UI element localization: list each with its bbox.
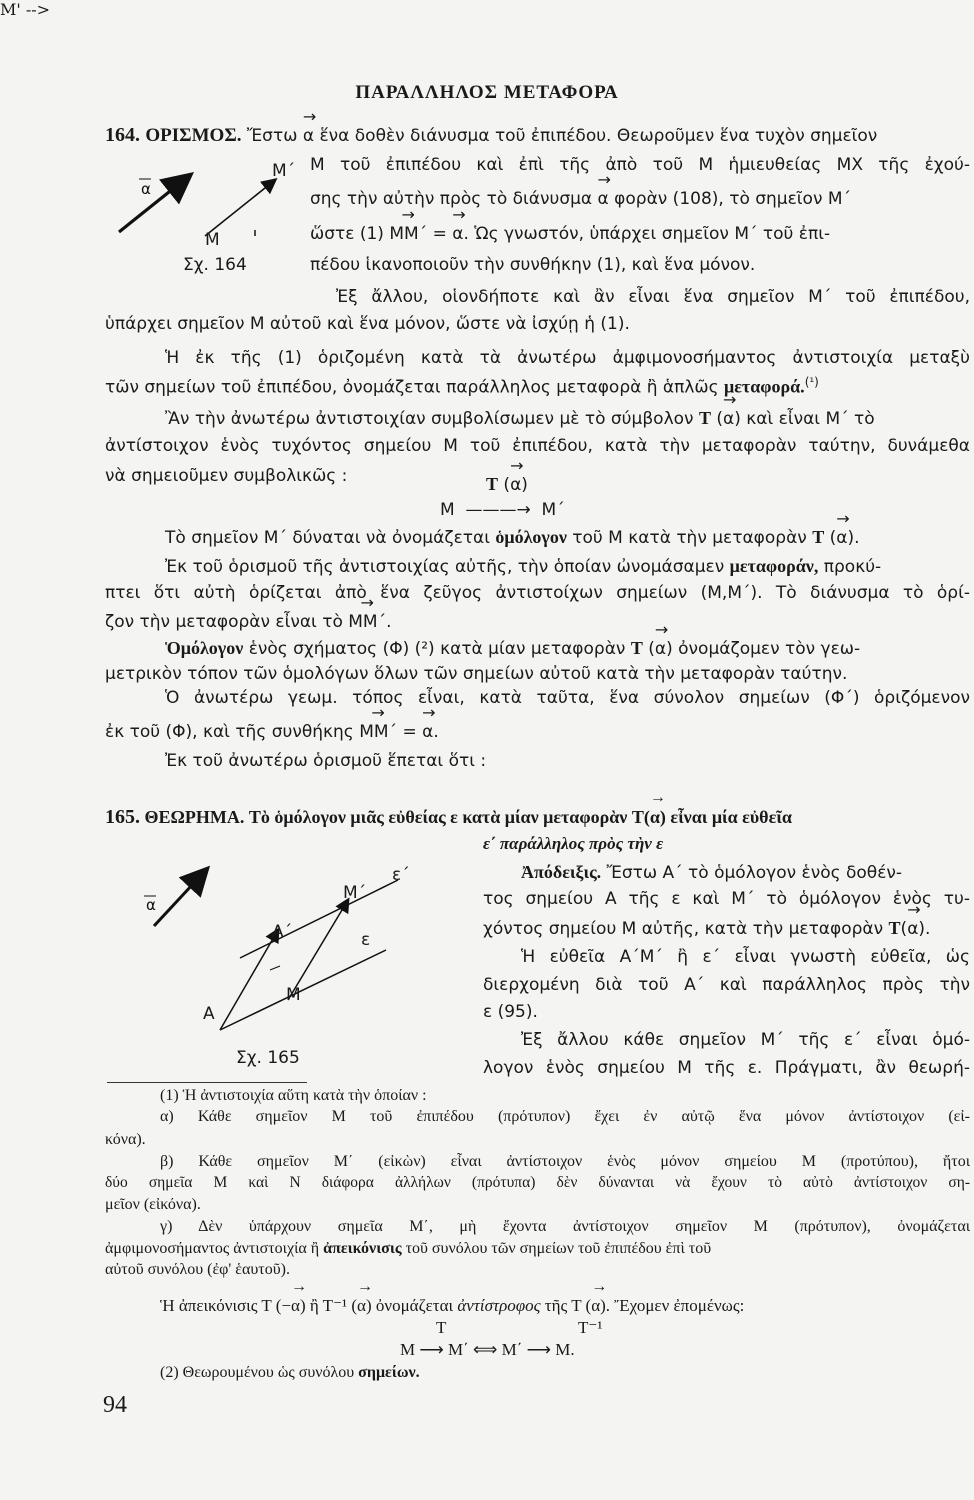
sec164-line-4 (310, 224, 830, 244)
text: ὀνομάζομεν τὸν γεω- (678, 639, 861, 659)
fig165-label-a: Α (203, 1004, 215, 1024)
sec165-line-4: Ἡ εὐθεῖα Α΄Μ΄ ἢ ε΄ εἶναι γνωστὴ εὐθεῖα, ὡς (521, 947, 970, 967)
sec165-line-6: ε (95). (483, 1002, 538, 1022)
text: = (402, 722, 417, 742)
fig165-caption: Σχ. 165 (236, 1048, 300, 1068)
line-e (220, 950, 386, 1030)
vector-mm: → ΜΜ΄ (359, 722, 397, 742)
text: = (432, 224, 447, 244)
term-apeikonisis: ἀπεικόνισις (323, 1240, 402, 1257)
sec164-line-6: Ἐξ ἄλλου, οἱονδήποτε καὶ ἂν εἶναι ἕνα σημεῖον Μ΄ τοῦ ἐπιπέδου, (336, 287, 970, 307)
page-number: 94 (103, 1392, 127, 1418)
symbol-t: Τ (888, 918, 901, 938)
term-omologon: ὁμόλογον (495, 527, 567, 547)
footnote-12: Μ ⟶ Μ΄ ⟺ Μ΄ ⟶ Μ. (400, 1340, 575, 1359)
formula-mapping (440, 500, 565, 520)
sec164-line-9 (105, 375, 819, 398)
text: . Ὡς γνωστόν, ὑπάρχει σημεῖον Μ΄ τοῦ ἐπι- (463, 224, 831, 244)
vector-alpha: → α (452, 224, 463, 244)
vector-alpha: → α (650, 807, 660, 828)
vector-alpha: → α (422, 722, 433, 742)
sec164-line-10: Ἂν τὴν ἀνωτέρω ἀντιστοιχίαν συμβολίσωμεν μὲ τὸ σύμβολον Τ (→ α) καὶ εἶναι Μ΄ τὸ (165, 408, 875, 429)
vector-alpha: → α (836, 528, 847, 548)
vector-alpha: → α (591, 1296, 600, 1316)
fig164-label-m: Μ (205, 230, 220, 250)
text: χόντος σημείου Μ αὐτῆς, κατὰ τὴν μεταφορὰν (483, 919, 884, 939)
sec164-line-1 (105, 124, 877, 147)
footnote-10 (160, 1296, 744, 1316)
vector-alpha: → α (907, 919, 918, 939)
footnote-7: γ) Δὲν ὑπάρχουν σημεῖα Μ΄, μὴ ἔχοντα ἀντίστοιχον σημεῖον Μ (πρότυπον), ὀνομάζεται (160, 1218, 970, 1235)
symbol-t: Τ (630, 638, 643, 658)
vector-alpha: → α (723, 409, 734, 429)
line-e-prime (240, 880, 398, 958)
vector-alpha: → α (655, 639, 666, 659)
sec164-line-13: Τὸ σημεῖον Μ΄ δύναται νὰ ὀνομάζεται ὁμόλογον τοῦ Μ κατὰ τὴν μεταφορὰν Τ (→ α). (165, 527, 860, 548)
theorem-statement: εἶναι μία εὐθεῖα (670, 807, 792, 827)
sec165-heading-line: 165. ΘΕΩΡΗΜΑ. Τὸ ὁμόλογον μιᾶς εὐθείας ε κατὰ μίαν μεταφορὰν Τ(→ α) εἶναι μία εὐθεῖα (105, 806, 792, 829)
footnote-1: (1) Ἡ ἀντιστοιχία αὕτη κατὰ τὴν ὁποίαν : (160, 1087, 427, 1104)
sec164-line-17: Ὁμόλογον ἑνὸς σχήματος (Φ) (²) κατὰ μίαν μεταφορὰν Τ (→ α) ὀνομάζομεν τὸν γεω- (165, 638, 860, 659)
text: σημείων. (358, 1364, 420, 1381)
text: ἐκ τοῦ (Φ), καὶ τῆς συνθήκης (105, 722, 354, 742)
term-metaforan: μεταφοράν, (729, 556, 819, 576)
fig165-label-mp: Μ΄ (343, 883, 367, 903)
figure-165 (140, 860, 420, 1040)
vector-alpha: → α (357, 1296, 366, 1316)
text: τοῦ συνόλου τῶν σημείων τοῦ ἐπιπέδου ἐπὶ τοῦ (405, 1240, 712, 1257)
sec165-line-7: Ἐξ ἄλλου κάθε σημεῖον Μ΄ τῆς ε΄ εἶναι ὁμό- (521, 1030, 970, 1050)
theorem-statement: Τὸ ὁμόλογον μιᾶς εὐθείας ε κατὰ μίαν μεταφορὰν (248, 807, 628, 827)
footnote-ref: (¹) (804, 375, 819, 389)
vector-mm: → ΜΜ΄ (389, 224, 427, 244)
page-title: ΠΑΡΑΛΛΗΛΟΣ ΜΕΤΑΦΟΡΑ (355, 82, 619, 103)
text: Ἔστω (246, 126, 298, 146)
sec165-line-8: λογον ἑνὸς σημείου Μ τῆς ε. Πράγματι, ἂν θεωρή- (483, 1058, 970, 1078)
fig165-label-ap: Α΄ (272, 922, 293, 942)
footnote-11-t: Τ (436, 1318, 447, 1337)
text: φορὰν (108), τὸ σημεῖον Μ΄ (614, 189, 852, 209)
formula-t-label: Τ (→ α) (486, 474, 528, 495)
symbol-t: Τ (812, 527, 825, 547)
formula-m: Μ (440, 500, 455, 520)
term-omologon: Ὁμόλογον (165, 638, 244, 658)
footnote-rule (107, 1082, 307, 1083)
sec165-line-5: διερχομένη διὰ τοῦ Α΄ καὶ παράλληλος πρὸς τὴν (483, 975, 970, 995)
sec164-line-5: πέδου ἱκανοποιοῦν τὴν συνθήκην (1), καὶ ἕνα μόνον. (310, 255, 756, 275)
sec164-line-16: ζον τὴν μεταφορὰν εἶναι τὸ → ΜΜ΄. (105, 612, 392, 632)
formula-mp: Μ΄ (541, 500, 565, 520)
sec165-line-2: τος σημείου Α τῆς ε καὶ Μ΄ τὸ ὁμόλογον ἑνὸς τυ- (483, 889, 970, 909)
fig165-label-m: Μ (286, 985, 301, 1005)
sec165-line-1 (521, 862, 902, 883)
text: ἑνὸς σχήματος (Φ) (²) κατὰ μίαν μεταφορὰν (248, 639, 626, 659)
sec164-line-20: ἐκ τοῦ (Φ), καὶ τῆς συνθήκης → ΜΜ΄ = → α. (105, 722, 439, 742)
term-antistrofos: ἀντίστροφος (457, 1296, 541, 1315)
sec164-line-14 (165, 556, 881, 577)
text: ἕνα δοθὲν διάνυσμα τοῦ ἐπιπέδου. Θεωροῦμεν ἕνα τυχὸν σημεῖον (319, 126, 878, 146)
text: Ἐκ τοῦ ὁρισμοῦ τῆς ἀντιστοιχίας αὐτῆς, τὴν ὁποίαν ὠνομάσαμεν (165, 557, 725, 577)
text: Ἔστω Α΄ τὸ ὁμόλογον ἑνὸς δοθέν- (606, 863, 903, 883)
footnote-4: β) Κάθε σημεῖον Μ΄ (εἰκὼν) εἶναι ἀντίστοιχον ἑνὸς μόνον σημείου Μ (προτύπου), ἤτοι (160, 1153, 970, 1170)
footnote-5: δύο σημεῖα Μ καὶ Ν διάφορα ἀλλήλων (πρότυπα) δὲν δύνανται νὰ ἔχουν τὸ αὐτὸ ἀντίστοιχον ση- (105, 1174, 970, 1191)
footnote-13 (160, 1364, 420, 1382)
text: ζον τὴν μεταφορὰν εἶναι τὸ (105, 612, 343, 632)
text: τῶν σημείων τοῦ ἐπιπέδου, ὀνομάζεται παράλληλος μεταφορὰ ἢ ἁπλῶς (105, 377, 719, 398)
svg-text:α: α (141, 180, 151, 198)
fig164-caption: Σχ. 164 (183, 255, 247, 275)
sec165-statement-2: ε΄ παράλληλος πρὸς τὴν ε (483, 834, 664, 853)
fig165-label-ep: ε΄ (392, 865, 410, 885)
fig164-label-mp: Μ΄ (272, 161, 296, 181)
fig165-label-e: ε (361, 930, 371, 950)
text: τοῦ Μ κατὰ τὴν μεταφορὰν (572, 528, 807, 548)
vector-alpha: → α (598, 189, 609, 209)
text: ) ἢ Τ⁻¹ ( (299, 1296, 358, 1315)
vector-alpha-arrow (154, 870, 206, 926)
vector-alpha: → α (291, 1296, 300, 1316)
svg-text:α: α (146, 896, 156, 914)
sec164-line-8: Ἡ ἐκ τῆς (1) ὁριζομένη κατὰ τὰ ἀνωτέρω ἀμφιμονοσήμαντος ἀντιστοιχία μεταξὺ (165, 348, 970, 368)
term-apodeixis: Ἀπόδειξις. (521, 862, 602, 882)
symbol-t: Τ (486, 474, 499, 494)
text: ) ὀνομάζεται (365, 1296, 454, 1315)
text: Ἂν τὴν ἀνωτέρω ἀντιστοιχίαν συμβολίσωμεν μὲ τὸ σύμβολον (165, 409, 694, 429)
footnote-3: κόνα). (105, 1131, 146, 1148)
vector-alpha-arrow (119, 176, 189, 232)
text: (2) Θεωρουμένου ὡς συνόλου (160, 1364, 355, 1381)
footnote-9: αὐτοῦ συνόλου (ἐφ' ἑαυτοῦ). (105, 1261, 290, 1278)
text: ὥστε (1) (310, 224, 384, 244)
text: σης τὴν αὐτὴν πρὸς τὸ διάνυσμα (310, 189, 593, 209)
text: ). Ἔχομεν ἐπομένως: (600, 1296, 745, 1315)
section-number: 165. (105, 806, 140, 828)
sec164-line-21: Ἐκ τοῦ ἀνωτέρω ὁρισμοῦ ἕπεται ὅτι : (165, 751, 487, 771)
text: τῆς Τ ( (544, 1296, 592, 1315)
text: προκύ- (823, 557, 882, 577)
footnote-11-tinv: Τ⁻¹ (578, 1318, 603, 1337)
vector-aa (220, 930, 278, 1030)
text: καὶ εἶναι Μ΄ τὸ (746, 409, 875, 429)
page: ΠΑΡΑΛΛΗΛΟΣ ΜΕΤΑΦΟΡΑ 164. ΟΡΙΣΜΟΣ. Ἔστω → α ἕνα δοθὲν διάνυσμα τοῦ ἐπιπέδου. Θεωροῦμεν ἕνα τυχὸν σημεῖον α Μ Μ΄ Σχ. 164 Μ τοῦ ἐπιπέδου καὶ ἐπὶ τῆς ἀπὸ τοῦ Μ ἡμιευθείας ΜΧ τῆς ἐχού- σης τὴν αὐτὴν πρὸς τὸ διάνυσμα → α φορὰν (108), τὸ σημεῖον Μ΄ ὥστε (1) → ΜΜ΄ = → α. Ὡς γνωστόν, ὑπάρχει σημεῖον Μ΄ τοῦ ἐπι- πέδου ἱκανοποιοῦν τὴν συνθήκην (1), καὶ ἕνα μόνον. Ἐξ ἄλλου, οἱονδήποτε καὶ ἂν εἶναι ἕνα σημεῖον Μ΄ τοῦ ἐπιπέδου, ὑπάρχει σημεῖον Μ αὐτοῦ καὶ ἕνα μόνον, ὥστε νὰ ἰσχύῃ ἡ (1). Ἡ ἐκ τῆς (1) ὁριζομένη κατὰ τὰ ἀνωτέρω ἀμφιμονοσήμαντος ἀντιστοιχία μεταξὺ τῶν σημείων τοῦ ἐπιπέδου, ὀνομάζεται παράλληλος μεταφορὰ ἢ ἁπλῶς μεταφορά.$^{(^1)}$ Ἂν τὴν ἀνωτέρω ἀντιστοιχίαν συμβολίσωμεν μὲ τὸ σύμβολον Τ (→ α) καὶ εἶναι Μ΄ τὸ ἀντίστοιχον ἑνὸς τυχόντος σημείου Μ τοῦ ἐπιπέδου, κατὰ τὴν μεταφορὰν ταύτην, δυνάμεθα νὰ σημειοῦμεν συμβολικῶς : M' --> Τ (→ α) Μ ———→ Μ΄ Τὸ σημεῖον Μ΄ δύναται νὰ ὀνομάζεται ὁμόλογον τοῦ Μ κατὰ τὴν μεταφορὰν Τ (→ α). Ἐκ τοῦ ὁρισμοῦ τῆς ἀντιστοιχίας αὐτῆς, τὴν ὁποίαν ὠνομάσαμεν μεταφοράν, προκύ- πτει ὅτι αὐτὴ ὁρίζεται ἀπὸ ἕνα ζεῦγος ἀντιστοίχων σημείων (Μ,Μ΄). Τὸ διάνυσμα τὸ ὁρί- ζον τὴν μεταφορὰν εἶναι τὸ → ΜΜ΄. Ὁμόλογον ἑνὸς σχήματος (Φ) (²) κατὰ μίαν μεταφορὰν Τ (→ α) ὀνομάζομεν τὸν γεω- μετρικὸν τόπον τῶν ὁμολόγων ὅλων τῶν σημείων αὐτοῦ κατὰ τὴν μεταφορὰν ταύτην. Ὁ ἀνωτέρω γεωμ. τόπος εἶναι, κατὰ ταῦτα, ἕνα σύνολον σημείων (Φ΄) ὁριζόμενον ἐκ τοῦ (Φ), καὶ τῆς συνθήκης → ΜΜ΄ = → α. Ἐκ τοῦ ἀνωτέρω ὁρισμοῦ ἕπεται ὅτι : 165. ΘΕΩΡΗΜΑ. Τὸ ὁμόλογον μιᾶς εὐθείας ε κατὰ μίαν μεταφορὰν Τ(→ α) εἶναι μία εὐθεῖα ε΄ παράλληλος πρὸς τὴν ε Ἀπόδειξις. Ἔστω Α΄ τὸ ὁμόλογον ἑνὸς δοθέν- τος σημείου Α τῆς ε καὶ Μ΄ τὸ ὁμόλογον ἑνὸς τυ- χόντος σημείου Μ αὐτῆς, κατὰ τὴν μεταφορὰν Τ(→ α). Ἡ εὐθεῖα Α΄Μ΄ ἢ ε΄ εἶναι γνωστὴ εὐθεῖα, ὡς διερχομένη διὰ τοῦ Α΄ καὶ παράλληλος πρὸς τὴν ε (95). Ἐξ ἄλλου κάθε σημεῖον Μ΄ τῆς ε΄ εἶναι ὁμό- λογον ἑνὸς σημείου Μ τῆς ε. Πράγματι, ἂν θεωρή- α Α Α΄ Μ Μ΄ ε ε΄ Σχ. 165 (1) Ἡ ἀντιστοιχία αὕτη κατὰ τὴν ὁποίαν : α) Κάθε σημεῖον Μ τοῦ ἐπιπέδου (πρότυπον) ἔχει ἐν αὐτῷ ἕνα μόνον ἀντίστοιχον (εἰ- κόνα). β) Κάθε σημεῖον Μ΄ (εἰκὼν) εἶναι ἀντίστοιχον ἑνὸς μόνον σημείου Μ (προτύπου), ἤτοι δύο σημεῖα Μ καὶ Ν διάφορα ἀλλήλων (πρότυπα) δὲν δύνανται νὰ ἔχουν τὸ αὐτὸ ἀντίστοιχον ση- μεῖον (εἰκόνα). γ) Δὲν ὑπάρχουν σημεῖα Μ΄, μὴ ἔχοντα ἀντίστοιχον σημεῖον Μ (πρότυπον), ὀνομάζεται ἀμφιμονοσήμαντος ἀντιστοιχία ἢ ἀπεικόνισις τοῦ συνόλου τῶν σημείων τοῦ ἐπιπέδου ἐπὶ τοῦ αὐτοῦ συνόλου (ἐφ' ἑαυτοῦ). Ἡ ἀπεικόνισις Τ (−→ α) ἢ Τ⁻¹ (→ α) ὀνομάζεται ἀντίστροφος τῆς Τ (→ α). Ἔχομεν ἐπομένως: Τ Τ⁻¹ Μ ⟶ Μ΄ ⟺ Μ΄ ⟶ Μ. (2) Θεωρουμένου ὡς συνόλου σημείων. 94 (0, 0, 974, 1500)
sec164-line-3 (310, 189, 851, 209)
sec165-line-3: χόντος σημείου Μ αὐτῆς, κατὰ τὴν μεταφορὰν Τ(→ α). (483, 918, 930, 939)
vector-alpha: → α (303, 126, 314, 146)
section-number: 164. (105, 124, 140, 146)
sec164-line-2: Μ τοῦ ἐπιπέδου καὶ ἐπὶ τῆς ἀπὸ τοῦ Μ ἡμιευθείας ΜΧ τῆς ἐχού- (310, 155, 970, 175)
sec164-line-18: μετρικὸν τόπον τῶν ὁμολόγων ὅλων τῶν σημείων αὐτοῦ κατὰ τὴν μεταφορὰν ταύτην. (105, 664, 848, 684)
text: Ἡ ἀπεικόνισις Τ (− (160, 1296, 292, 1315)
sec164-line-12: νὰ σημειοῦμεν συμβολικῶς : (105, 466, 348, 486)
symbol-t: Τ (631, 807, 644, 827)
symbol-t: Τ (698, 408, 711, 428)
footnote-6: μεῖον (εἰκόνα). (105, 1196, 201, 1213)
vector-mm-arrow (205, 180, 275, 236)
text: ἀμφιμονοσήμαντος ἀντιστοιχία ἢ (105, 1240, 320, 1257)
text: Τὸ σημεῖον Μ΄ δύναται νὰ ὀνομάζεται (165, 528, 490, 548)
footnote-2: α) Κάθε σημεῖον Μ τοῦ ἐπιπέδου (πρότυπον) ἔχει ἐν αὐτῷ ἕνα μόνον ἀντίστοιχον (εἰ- (160, 1108, 970, 1125)
sec164-line-7: ὑπάρχει σημεῖον Μ αὐτοῦ καὶ ἕνα μόνον, ὥστε νὰ ἰσχύῃ ἡ (1). (105, 314, 630, 334)
sec164-line-15: πτει ὅτι αὐτὴ ὁρίζεται ἀπὸ ἕνα ζεῦγος ἀντιστοίχων σημείων (Μ,Μ΄). Τὸ διάνυσμα τὸ ὁρί- (105, 583, 970, 603)
vector-alpha: → α (510, 475, 521, 495)
section-heading: ΟΡΙΣΜΟΣ. (145, 125, 242, 146)
section-heading: ΘΕΩΡΗΜΑ. (144, 807, 245, 827)
vector-mm: → ΜΜ΄ (348, 612, 386, 632)
footnote-8 (105, 1240, 711, 1258)
sec164-line-19: Ὁ ἀνωτέρω γεωμ. τόπος εἶναι, κατὰ ταῦτα, ἕνα σύνολον σημείων (Φ΄) ὁριζόμενον (165, 688, 970, 708)
sec164-line-11: ἀντίστοιχον ἑνὸς τυχόντος σημείου Μ τοῦ ἐπιπέδου, κατὰ τὴν μεταφορὰν ταύτην, δυνάμεθα (105, 436, 970, 456)
term-metafora: μεταφορά. (724, 376, 805, 397)
formula-arrow: ———→ (465, 500, 531, 520)
